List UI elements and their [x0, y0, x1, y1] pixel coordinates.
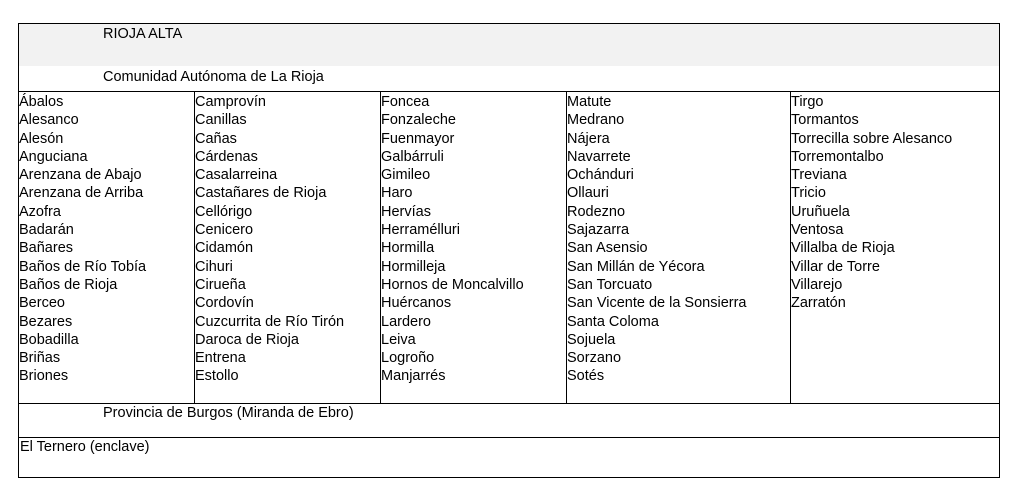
municipality-item: Cárdenas	[195, 148, 258, 165]
municipality-item: Ollauri	[567, 185, 609, 202]
municipality-item: Leiva	[381, 331, 416, 348]
municipality-item: Cuzcurrita de Río Tirón	[195, 313, 345, 330]
municipality-item: Cihuri	[195, 258, 233, 275]
municipality-item: Medrano	[567, 112, 625, 129]
municipality-item: Alesanco	[19, 112, 79, 129]
title-row	[19, 24, 999, 66]
municipality-item: Uruñuela	[791, 203, 850, 220]
municipality-item: Rodezno	[567, 203, 626, 220]
municipality-item: Lardero	[381, 313, 431, 330]
municipality-item: Treviana	[791, 167, 847, 184]
municipality-item: Hervías	[381, 203, 431, 220]
municipality-item: Tormantos	[791, 112, 859, 129]
community-row	[19, 66, 999, 92]
municipality-item: Matute	[567, 94, 612, 110]
municipality-item: Torrecilla sobre Alesanco	[791, 130, 953, 147]
municipality-item: Tricio	[791, 185, 826, 202]
municipality-column-4	[567, 92, 791, 403]
municipality-item: Bezares	[19, 313, 73, 330]
municipality-item: Berceo	[19, 295, 65, 312]
municipality-item: Sajazarra	[567, 222, 630, 239]
ternero-row	[19, 438, 999, 478]
municipality-item: Baños de Río Tobía	[19, 258, 147, 275]
municipality-item: Navarrete	[567, 148, 631, 165]
municipality-item: Arenzana de Arriba	[19, 185, 144, 202]
municipality-item: Hormilla	[381, 240, 435, 257]
municipality-item: Cordovín	[195, 295, 254, 312]
municipality-item: Galbárruli	[381, 148, 444, 165]
municipality-item: Bobadilla	[19, 331, 79, 348]
municipality-column-1	[19, 92, 195, 403]
municipality-column-2	[195, 92, 381, 403]
municipality-column-5	[791, 92, 999, 403]
municipality-item: Logroño	[381, 350, 435, 367]
municipality-item: Villar de Torre	[791, 258, 880, 275]
municipality-item: Estollo	[195, 368, 239, 385]
municipality-item: Hormilleja	[381, 258, 446, 275]
municipality-column-3	[381, 92, 567, 403]
municipality-item: Cañas	[195, 130, 237, 147]
municipality-item: Briones	[19, 368, 69, 385]
municipality-item: Badarán	[19, 222, 74, 239]
municipality-item: Cellórigo	[195, 203, 253, 220]
municipality-item: Tirgo	[791, 94, 824, 110]
municipality-item: Camprovín	[195, 94, 266, 110]
municipality-item: San Asensio	[567, 240, 648, 257]
municipality-item: Sotés	[567, 368, 605, 385]
municipality-item: Arenzana de Abajo	[19, 167, 142, 184]
municipality-item: Fuenmayor	[381, 130, 455, 147]
municipality-item: Sorzano	[567, 350, 622, 367]
municipality-item: San Vicente de la Sonsierra	[567, 295, 747, 312]
municipality-item: Baños de Rioja	[19, 276, 118, 293]
municipality-grid	[19, 92, 999, 404]
municipality-item: Gimileo	[381, 167, 431, 184]
burgos-row	[19, 404, 999, 438]
municipality-item: Briñas	[19, 350, 61, 367]
municipality-item: Cidamón	[195, 240, 254, 257]
municipality-item: Anguciana	[19, 148, 88, 165]
municipality-item: San Millán de Yécora	[567, 258, 705, 275]
municipality-item: Canillas	[195, 112, 247, 129]
municipality-item: Foncea	[381, 94, 430, 110]
municipality-item: San Torcuato	[567, 276, 653, 293]
municipality-item: Haro	[381, 185, 413, 202]
municipality-item: Hornos de Moncalvillo	[381, 276, 524, 293]
table-title: RIOJA ALTA	[103, 26, 183, 42]
municipality-item: Torremontalbo	[791, 148, 884, 165]
municipality-item: Santa Coloma	[567, 313, 659, 330]
ternero-label: El Ternero (enclave)	[20, 439, 150, 455]
municipality-item: Alesón	[19, 130, 64, 147]
municipality-item: Casalarreina	[195, 167, 278, 184]
municipality-item: Nájera	[567, 130, 610, 147]
municipality-item: Villalba de Rioja	[791, 240, 895, 257]
municipality-item: Bañares	[19, 240, 74, 257]
municipality-item: Sojuela	[567, 331, 616, 348]
municipality-item: Cirueña	[195, 276, 246, 293]
municipalities-table	[18, 23, 1000, 478]
municipality-item: Villarejo	[791, 276, 843, 293]
municipality-item: Fonzaleche	[381, 112, 456, 129]
community-label: Comunidad Autónoma de La Rioja	[103, 69, 324, 85]
municipality-item: Cenicero	[195, 222, 254, 239]
municipality-item: Zarratón	[791, 295, 846, 312]
municipality-item: Entrena	[195, 350, 246, 367]
municipality-item: Ábalos	[19, 94, 64, 110]
municipality-item: Ochánduri	[567, 167, 634, 184]
municipality-item: Azofra	[19, 203, 61, 220]
municipality-item: Castañares de Rioja	[195, 185, 327, 202]
municipality-item: Ventosa	[791, 222, 844, 239]
municipality-item: Herramélluri	[381, 222, 460, 239]
municipality-item: Huércanos	[381, 295, 452, 312]
municipality-item: Manjarrés	[381, 368, 446, 385]
municipality-item: Daroca de Rioja	[195, 331, 299, 348]
burgos-label: Provincia de Burgos (Miranda de Ebro)	[103, 405, 354, 421]
